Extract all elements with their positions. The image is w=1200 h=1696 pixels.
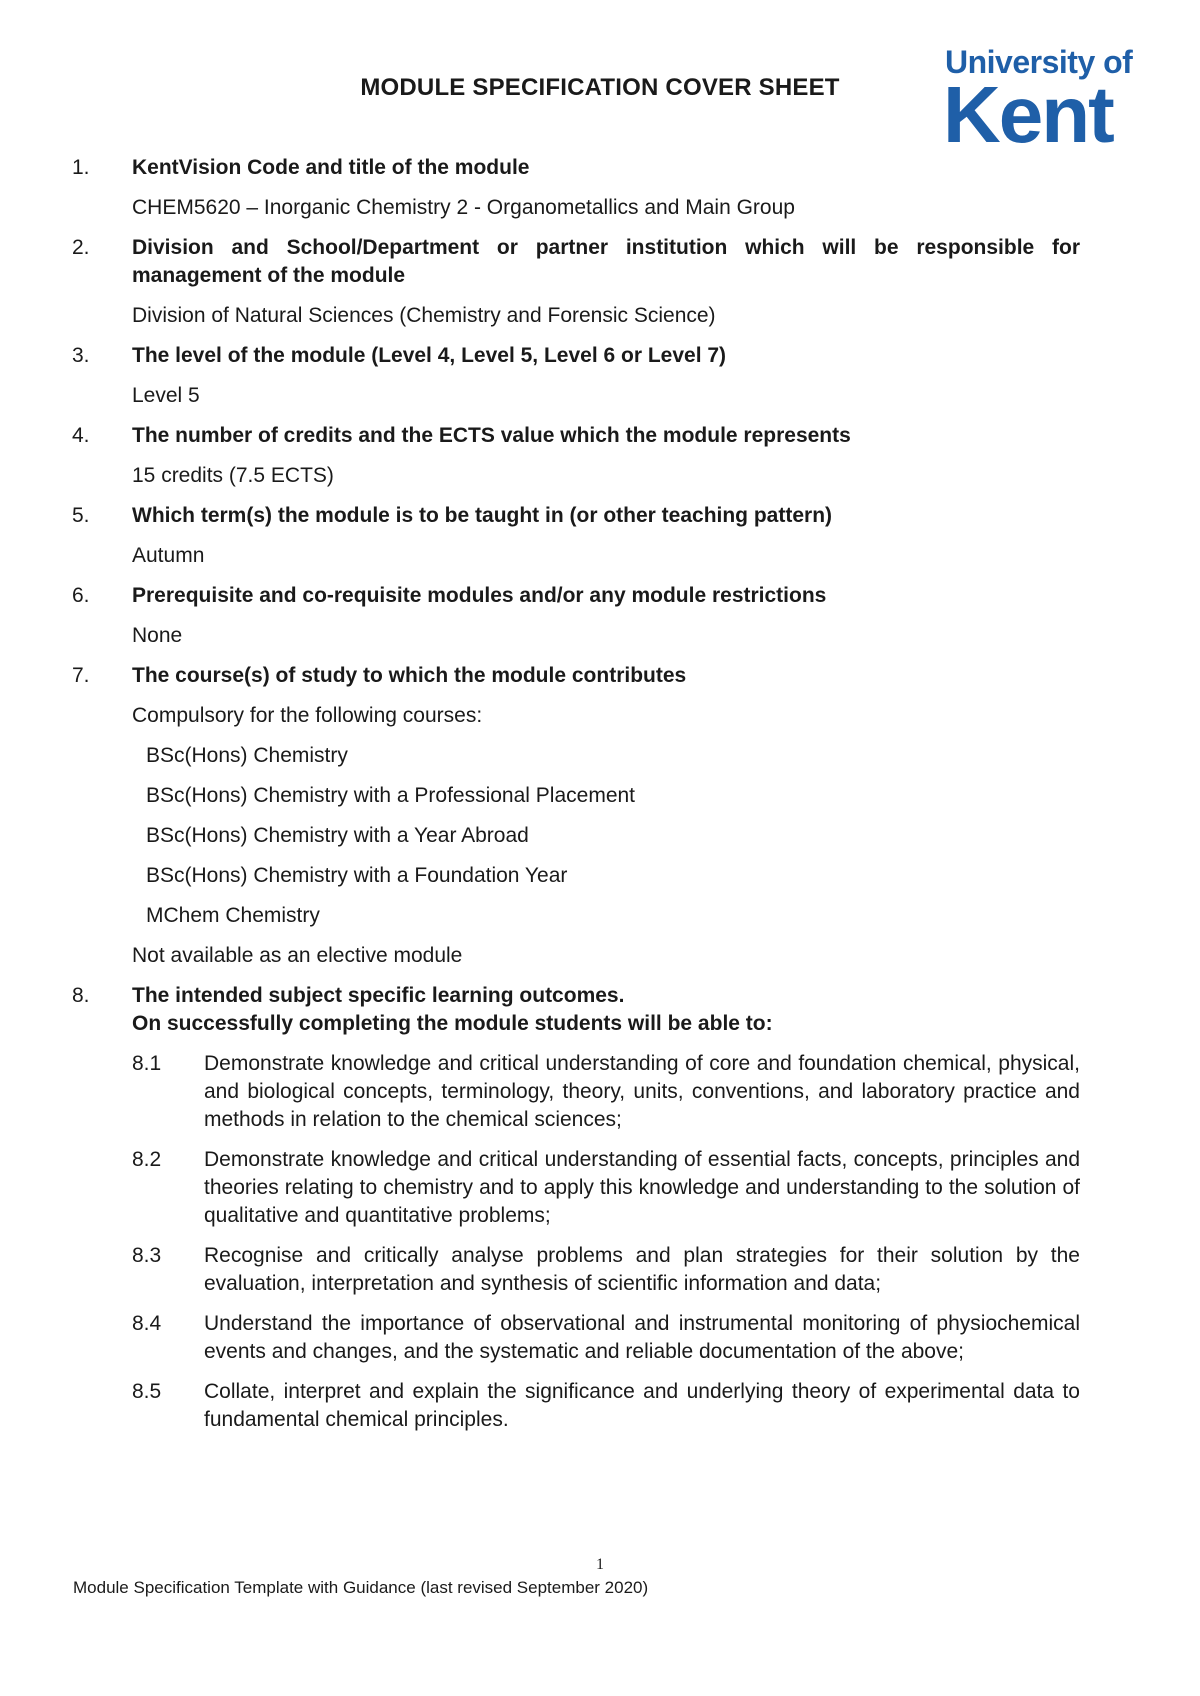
- courses-intro: Compulsory for the following courses:: [132, 704, 483, 727]
- section-3: [70, 342, 1080, 410]
- section-2: [70, 234, 1080, 330]
- section-value: Division of Natural Sciences (Chemistry and Forensic Science): [132, 304, 716, 327]
- section-heading: The number of credits and the ECTS value which the module represents: [132, 424, 851, 447]
- course-item: BSc(Hons) Chemistry: [146, 744, 348, 767]
- section-number: 7.: [72, 664, 90, 687]
- section-4: [70, 422, 1080, 490]
- page-number: 1: [596, 1556, 604, 1573]
- outcome-number: 8.2: [132, 1148, 162, 1171]
- section-value: Autumn: [132, 544, 205, 567]
- section-heading: Prerequisite and co-requisite modules and/or any module restrictions: [132, 584, 827, 607]
- outcome-number: 8.4: [132, 1312, 162, 1335]
- outcome-text: Recognise and critically analyse problems and plan strategies for their solution by the evaluation, interpretation and synthesis of scientific information and data;: [204, 1244, 1080, 1295]
- section-number: 4.: [72, 424, 90, 447]
- outcome-text: Collate, interpret and explain the significance and underlying theory of experimental data to fundamental chemical principles.: [204, 1380, 1080, 1431]
- section-subheading: On successfully completing the module students will be able to:: [132, 1012, 773, 1035]
- section-7: [70, 662, 1080, 970]
- outcome-text: Understand the importance of observational and instrumental monitoring of physiochemical events and changes, and the systematic and reliable documentation of the above;: [204, 1312, 1080, 1363]
- learning-outcome: [132, 1050, 1080, 1134]
- section-value: CHEM5620 – Inorganic Chemistry 2 - Organometallics and Main Group: [132, 196, 795, 219]
- section-number: 6.: [72, 584, 90, 607]
- learning-outcome: [132, 1146, 1080, 1230]
- section-number: 3.: [72, 344, 90, 367]
- section-5: [70, 502, 1080, 570]
- outcome-number: 8.5: [132, 1380, 162, 1403]
- course-item: BSc(Hons) Chemistry with a Professional Placement: [146, 784, 636, 807]
- section-value: 15 credits (7.5 ECTS): [132, 464, 334, 487]
- learning-outcome: [132, 1378, 1080, 1434]
- outcome-number: 8.1: [132, 1052, 162, 1075]
- outcome-text: Demonstrate knowledge and critical understanding of essential facts, concepts, principles and theories relating to chemistry and to apply this knowledge and understanding to the solution of qualitative and quantitative problems;: [204, 1148, 1080, 1227]
- section-6: [70, 582, 1080, 650]
- section-8: [70, 982, 1080, 1434]
- section-heading: The course(s) of study to which the module contributes: [132, 664, 687, 687]
- document-title: MODULE SPECIFICATION COVER SHEET: [360, 74, 840, 101]
- section-heading: Division and School/Department or partner institution which will be responsible for management of the module: [132, 236, 1080, 287]
- section-heading: The level of the module (Level 4, Level 5, Level 6 or Level 7): [132, 344, 727, 367]
- section-heading: KentVision Code and title of the module: [132, 156, 530, 179]
- section-number: 8.: [72, 984, 90, 1007]
- university-logo: [943, 44, 1135, 159]
- section-heading: The intended subject specific learning outcomes.: [132, 984, 625, 1007]
- course-item: BSc(Hons) Chemistry with a Year Abroad: [146, 824, 529, 847]
- outcome-text: Demonstrate knowledge and critical understanding of core and foundation chemical, physical, and biological concepts, terminology, theory, units, conventions, and laboratory practice and methods in relation to the chemical sciences;: [204, 1052, 1080, 1131]
- section-heading: Which term(s) the module is to be taught in (or other teaching pattern): [132, 504, 833, 527]
- footer-text: Module Specification Template with Guidance (last revised September 2020): [73, 1578, 649, 1597]
- elective-note: Not available as an elective module: [132, 944, 463, 967]
- course-item: MChem Chemistry: [146, 904, 320, 927]
- section-1: [70, 154, 1080, 222]
- section-number: 5.: [72, 504, 90, 527]
- section-value: Level 5: [132, 384, 200, 407]
- logo-line-2: Kent: [943, 70, 1113, 159]
- outcome-number: 8.3: [132, 1244, 162, 1267]
- learning-outcome: [132, 1242, 1080, 1298]
- specification-body: [70, 154, 1080, 1446]
- section-value: None: [132, 624, 183, 647]
- section-number: 1.: [72, 156, 90, 179]
- section-number: 2.: [72, 236, 90, 259]
- learning-outcome: [132, 1310, 1080, 1366]
- course-item: BSc(Hons) Chemistry with a Foundation Year: [146, 864, 568, 887]
- logo-line-1: University of: [945, 44, 1133, 80]
